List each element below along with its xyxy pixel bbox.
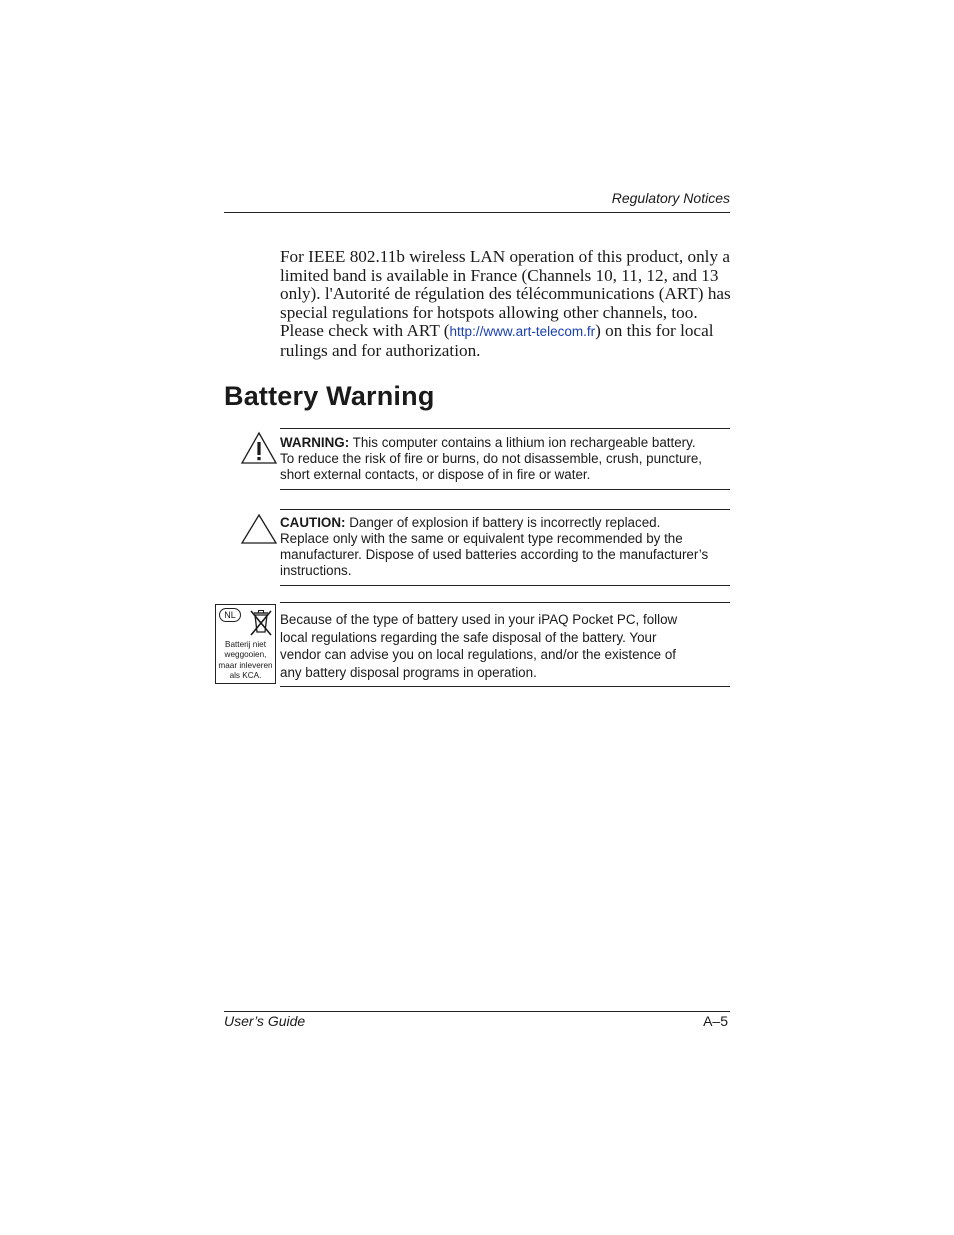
intro-paragraph	[280, 248, 732, 360]
caution-bottom-rule	[280, 585, 730, 586]
disposal-bottom-rule	[280, 686, 730, 687]
intro-text-end: ) on this for local rulings and for authorization.	[280, 321, 714, 360]
caution-top-rule	[280, 509, 730, 510]
warning-label: WARNING:	[280, 435, 350, 450]
running-header: Regulatory Notices	[611, 190, 730, 206]
crossed-out-bin-icon	[249, 607, 273, 637]
kca-badge	[215, 604, 276, 684]
kca-text: Batterij niet weggooien, maar inleveren als KCA.	[218, 640, 273, 680]
header-rule	[224, 212, 730, 213]
page-number: A–5	[703, 1013, 728, 1029]
intro-text-start: For IEEE 802.11b wireless LAN operation of this product, only a limited band is available in France (Channels 10, 11, 12, and 13 only). l'Autorité de régulation des télécommunications (ART) has special regulations for hotspots allowing other channels, too. Please check with ART (	[280, 247, 731, 340]
footer-guide-title: User’s Guide	[224, 1013, 306, 1029]
warning-bottom-rule	[280, 489, 730, 490]
disposal-text: Because of the type of battery used in your iPAQ Pocket PC, follow local regulations regarding the safe disposal of the battery. Your vendor can advise you on local regulations, and/or the existence of any battery disposal programs in operation.	[280, 612, 678, 680]
warning-text: This computer contains a lithium ion rechargeable battery. To reduce the risk of fire or burns, do not disassemble, crush, puncture, short external contacts, or dispose of in fire or water.	[280, 435, 703, 482]
caution-text: Danger of explosion if battery is incorrectly replaced. Replace only with the same or equivalent type recommended by the manufacturer. Dispose of used batteries according to the manufacturer’s instructions.	[280, 515, 709, 578]
section-title: Battery Warning	[224, 381, 435, 411]
warning-icon	[240, 431, 278, 465]
caution-label: CAUTION:	[280, 515, 346, 530]
footer-rule	[224, 1011, 730, 1012]
caution-icon	[240, 513, 278, 545]
disposal-top-rule	[280, 602, 730, 603]
warning-top-rule	[280, 428, 730, 429]
caution-note	[280, 515, 710, 579]
country-code: NL	[219, 608, 241, 622]
warning-note	[280, 435, 710, 483]
art-telecom-link[interactable]: http://www.art-telecom.fr	[449, 324, 596, 339]
